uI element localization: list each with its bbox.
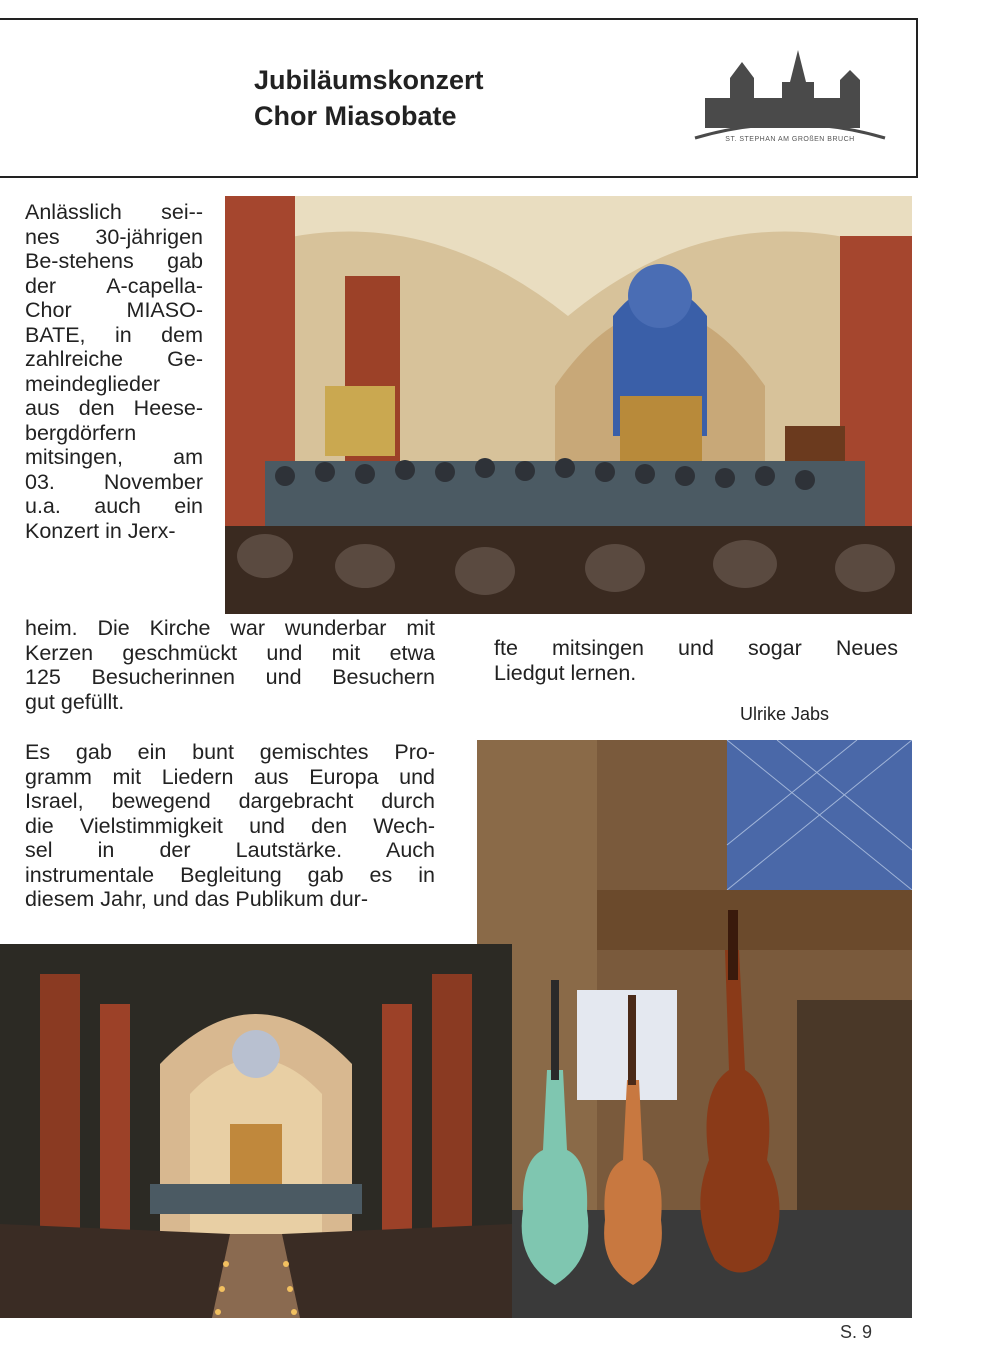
text-line: die Vielstimmigkeit und den Wech- — [25, 813, 435, 838]
text-line: BATE, in dem — [25, 322, 203, 347]
page-title — [254, 62, 484, 134]
title-line-1: Jubiläumskonzert — [254, 65, 484, 95]
text-line: 125 Besucherinnen und Besuchern — [25, 665, 435, 689]
photo-instruments — [477, 740, 912, 1318]
text-line: 03. November — [25, 469, 203, 494]
text-line: heim. Die Kirche war wunderbar mit — [25, 616, 435, 640]
text-line: Kerzen geschmückt und mit etwa — [25, 640, 435, 665]
text-line: Israel, bewegend dargebracht durch — [25, 789, 435, 813]
page-number: S. 9 — [840, 1322, 873, 1342]
article-paragraph-2 — [25, 740, 435, 912]
photo-choir-altar — [225, 196, 912, 614]
author: Ulrike Jabs — [740, 704, 830, 724]
text-line: Be-stehens gab — [25, 249, 203, 273]
logo-text: ST. STEPHAN AM GROßEN BRUCH — [725, 136, 855, 143]
church-logo-icon — [690, 40, 890, 150]
text-line: nes 30-jährigen — [25, 224, 203, 249]
text-line: gut gefüllt. — [25, 689, 125, 714]
text-line: bergdörfern — [25, 420, 137, 445]
article-column-right — [494, 636, 898, 685]
text-line: instrumentale Begleitung gab es in — [25, 862, 435, 887]
text-line: fte mitsingen und sogar Neues — [494, 636, 898, 660]
text-line: diesem Jahr, und das Publikum dur- — [25, 887, 368, 911]
text-line: Konzert in Jerx- — [25, 518, 176, 543]
article-column-wide — [25, 616, 435, 714]
text-line: Anlässlich sei-- — [25, 200, 203, 224]
text-line: zahlreiche Ge- — [25, 347, 203, 371]
text-line: mitsingen, am — [25, 445, 203, 469]
text-line: Chor MIASO- — [25, 298, 203, 322]
text-line: der A-capella- — [25, 273, 203, 298]
text-line: gramm mit Liedern aus Europa und — [25, 764, 435, 789]
text-line: Liedgut lernen. — [494, 660, 637, 685]
article-column-narrow — [25, 200, 203, 543]
text-line: aus den Heese- — [25, 396, 203, 420]
title-line-2: Chor Miasobate — [254, 101, 457, 131]
text-line: sel in der Lautstärke. Auch — [25, 838, 435, 862]
text-line: meindeglieder — [25, 371, 161, 396]
text-line: u.a. auch ein — [25, 494, 203, 518]
photo-church-nave — [0, 944, 512, 1318]
text-line: Es gab ein bunt gemischtes Pro- — [25, 740, 435, 764]
